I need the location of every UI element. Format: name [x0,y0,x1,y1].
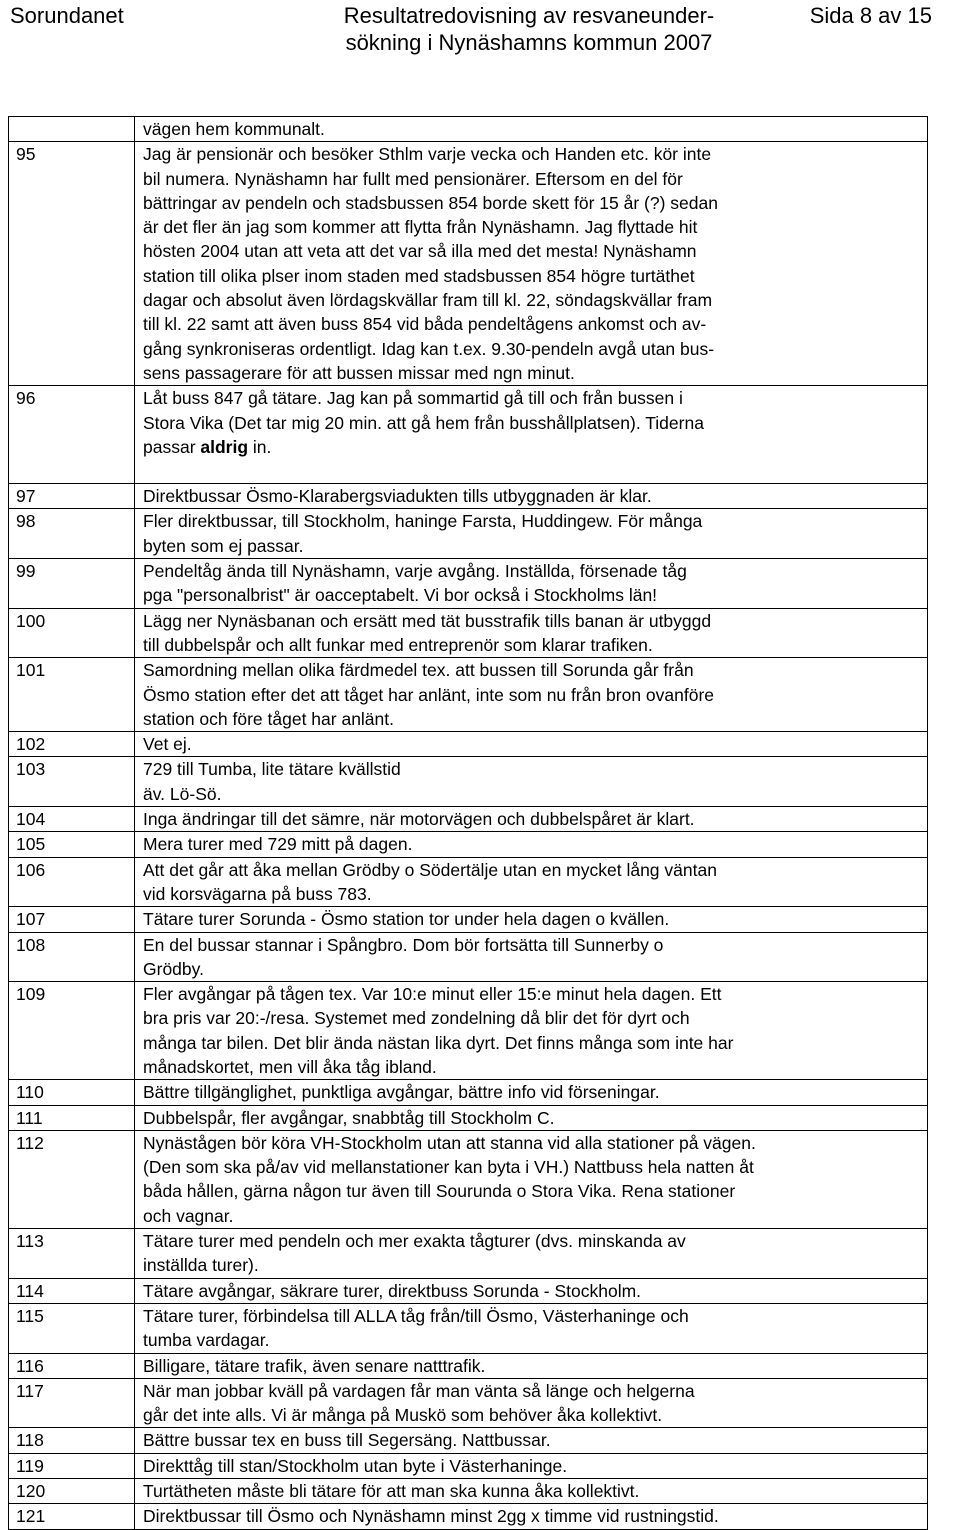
response-number: 115 [9,1303,135,1353]
blank-line [143,459,923,483]
response-text [135,832,928,857]
response-number: 107 [9,907,135,932]
table-row [9,1303,928,1353]
response-line: Jag är pensionär och besöker Sthlm varje vecka och Handen etc. kör inte [143,144,712,165]
table-row [9,932,928,982]
response-text [135,1353,928,1378]
response-line: många tar bilen. Det blir ända nästan lika dyrt. Det finns många som inte har [143,1032,734,1053]
response-number: 102 [9,732,135,757]
response-line: tumba vardagar. [143,1330,270,1351]
response-line-start: passar [143,436,201,457]
response-text [135,1229,928,1279]
response-number: 104 [9,807,135,832]
response-line: (Den som ska på/av vid mellanstationer kan byta i VH.) Nattbuss hela natten åt [143,1157,754,1178]
table-row [9,757,928,807]
table-row [9,1278,928,1303]
table-row [9,1378,928,1428]
header-document-title [305,2,753,56]
response-line: Billigare, tätare trafik, även senare natttrafik. [143,1355,486,1376]
response-number: 96 [9,386,135,484]
response-number: 119 [9,1453,135,1478]
table-row [9,117,928,142]
table-row [9,807,928,832]
response-text [135,559,928,609]
response-number: 95 [9,142,135,386]
response-line: pga "personalbrist" är oacceptabelt. Vi bor också i Stockholms län! [143,585,658,606]
table-row [9,1453,928,1478]
response-number: 121 [9,1504,135,1529]
response-line: Ösmo station efter det att tåget har anlänt, inte som nu från bron ovanföre [143,684,715,705]
response-line: går det inte alls. Vi är många på Muskö som behöver åka kollektivt. [143,1405,663,1426]
responses-table-body [9,117,928,1530]
response-number: 100 [9,608,135,658]
table-row [9,1130,928,1228]
response-line-end: in. [248,436,272,457]
response-line: bättringar av pendeln och stadsbussen 854 borde skett för 15 år (?) sedan [143,192,718,213]
response-text [135,509,928,559]
response-text [135,1504,928,1529]
response-line: En del bussar stannar i Spångbro. Dom bör fortsätta till Sunnerby o [143,934,664,955]
table-row [9,608,928,658]
table-row [9,857,928,907]
response-line: Att det går att åka mellan Grödby o Södertälje utan en mycket lång väntan [143,859,717,880]
response-text [135,907,928,932]
response-text [135,1453,928,1478]
table-row [9,982,928,1080]
response-line: bra pris var 20:-/resa. Systemet med zondelning då blir det för dyrt och [143,1008,690,1029]
response-line: Lägg ner Nynäsbanan och ersätt med tät busstrafik tills banan är utbyggd [143,610,712,631]
response-text [135,117,928,142]
responses-table [8,116,928,1530]
response-number: 120 [9,1479,135,1504]
table-row [9,1504,928,1529]
response-text [135,807,928,832]
response-text [135,1105,928,1130]
response-line: bil numera. Nynäshamn har fullt med pensionärer. Eftersom en del för [143,168,683,189]
response-line: station till olika plser inom staden med stadsbussen 854 högre turtäthet [143,265,695,286]
table-row [9,1080,928,1105]
response-line: Mera turer med 729 mitt på dagen. [143,834,413,855]
response-line: Tätare turer, förbindelsa till ALLA tåg från/till Ösmo, Västerhaninge och [143,1305,689,1326]
response-line: Inga ändringar till det sämre, när motorvägen och dubbelspåret är klart. [143,809,695,830]
response-text [135,932,928,982]
response-text [135,658,928,732]
response-text [135,757,928,807]
response-line: båda hållen, gärna någon tur även till Sourunda o Stora Vika. Rena stationer [143,1181,736,1202]
response-line: hösten 2004 utan att veta att det var så illa med det mesta! Nynäshamn [143,241,697,262]
response-number: 114 [9,1278,135,1303]
response-text [135,1130,928,1228]
response-number: 105 [9,832,135,857]
header-site-name: Sorundanet [10,3,124,28]
response-line: Grödby. [143,958,204,979]
response-line: 729 till Tumba, lite tätare kvällstid [143,759,401,780]
response-text [135,608,928,658]
response-text [135,1278,928,1303]
response-text [135,386,928,484]
response-line: Dubbelspår, fler avgångar, snabbtåg till Stockholm C. [143,1107,555,1128]
response-line: Tätare avgångar, säkrare turer, direktbuss Sorunda - Stockholm. [143,1280,642,1301]
response-line: Turtätheten måste bli tätare för att man ska kunna åka kollektivt. [143,1481,640,1502]
table-row [9,1353,928,1378]
response-line: är det fler än jag som kommer att flytta från Nynäshamn. Jag flyttade hit [143,217,698,238]
table-row [9,907,928,932]
response-line: Tätare turer Sorunda - Ösmo station tor under hela dagen o kvällen. [143,909,670,930]
response-number: 99 [9,559,135,609]
response-text [135,732,928,757]
response-number: 103 [9,757,135,807]
response-line: äv. Lö-Sö. [143,783,222,804]
header-page-number: Sida 8 av 15 [809,3,932,28]
response-line: Direktbussar till Ösmo och Nynäshamn minst 2gg x timme vid rustningstid. [143,1506,719,1527]
response-line: gång synkroniseras ordentligt. Idag kan t.ex. 9.30-pendeln avgå utan bus- [143,338,715,359]
header-title-line-2: sökning i Nynäshamns kommun 2007 [345,30,713,55]
response-line: till dubbelspår och allt funkar med entreprenör som klarar trafiken. [143,634,653,655]
response-number: 111 [9,1105,135,1130]
response-text [135,857,928,907]
response-line: månadskortet, men vill åka tåg ibland. [143,1056,437,1077]
response-line: Direkttåg till stan/Stockholm utan byte i Västerhaninge. [143,1455,568,1476]
response-line: sens passagerare för att bussen missar med ngn minut. [143,362,575,383]
response-line: Fler avgångar på tågen tex. Var 10:e minut eller 15:e minut hela dagen. Ett [143,984,722,1005]
response-number [9,117,135,142]
table-row [9,832,928,857]
response-line: Pendeltåg ända till Nynäshamn, varje avgång. Inställda, försenade tåg [143,561,687,582]
response-line: och vagnar. [143,1205,234,1226]
response-line: Tätare turer med pendeln och mer exakta tågturer (dvs. minskanda av [143,1231,686,1252]
response-line: Bättre bussar tex en buss till Segersäng. Nattbussar. [143,1430,551,1451]
response-number: 118 [9,1428,135,1453]
table-row [9,559,928,609]
response-text [135,1479,928,1504]
response-line: Vet ej. [143,734,192,755]
response-text [135,1428,928,1453]
response-line: dagar och absolut även lördagskvällar fram till kl. 22, söndagskvällar fram [143,290,713,311]
response-number: 101 [9,658,135,732]
table-row [9,386,928,484]
table-row [9,1479,928,1504]
response-line: När man jobbar kväll på vardagen får man vänta så länge och helgerna [143,1380,695,1401]
response-number: 98 [9,509,135,559]
response-line: vid korsvägarna på buss 783. [143,883,372,904]
response-line: vägen hem kommunalt. [143,119,325,139]
response-text [135,1303,928,1353]
response-number: 113 [9,1229,135,1279]
response-line: Samordning mellan olika färdmedel tex. att bussen till Sorunda går från [143,660,694,681]
response-line: byten som ej passar. [143,535,304,556]
response-text [135,484,928,509]
response-text [135,142,928,386]
response-number: 106 [9,857,135,907]
table-row [9,142,928,386]
table-row [9,1105,928,1130]
page-header [0,0,960,118]
response-text [135,1080,928,1105]
response-line: station och före tåget har anlänt. [143,708,394,729]
response-line: Låt buss 847 gå tätare. Jag kan på sommartid gå till och från bussen i [143,388,683,409]
table-row [9,732,928,757]
response-number: 97 [9,484,135,509]
response-line: Stora Vika (Det tar mig 20 min. att gå hem från busshållplatsen). Tiderna [143,412,704,433]
emphasized-word: aldrig [200,436,249,457]
response-line: till kl. 22 samt att även buss 854 vid båda pendeltågens ankomst och av- [143,314,707,335]
response-number: 116 [9,1353,135,1378]
response-line: Bättre tillgänglighet, punktliga avgångar, bättre info vid förseningar. [143,1082,660,1103]
response-number: 112 [9,1130,135,1228]
response-line: Fler direktbussar, till Stockholm, haninge Farsta, Huddingew. För många [143,511,703,532]
response-number: 110 [9,1080,135,1105]
table-row [9,1428,928,1453]
response-line: Direktbussar Ösmo-Klarabergsviadukten tills utbyggnaden är klar. [143,486,652,507]
header-title-line-1: Resultatredovisning av resvaneunder- [343,3,715,28]
response-text [135,982,928,1080]
table-row [9,1229,928,1279]
response-number: 109 [9,982,135,1080]
table-row [9,509,928,559]
table-row [9,658,928,732]
response-line [143,435,923,459]
response-line: Nynästågen bör köra VH-Stockholm utan att stanna vid alla stationer på vägen. [143,1132,756,1153]
table-row [9,484,928,509]
response-line: inställda turer). [143,1255,259,1276]
response-number: 117 [9,1378,135,1428]
response-text [135,1378,928,1428]
response-number: 108 [9,932,135,982]
